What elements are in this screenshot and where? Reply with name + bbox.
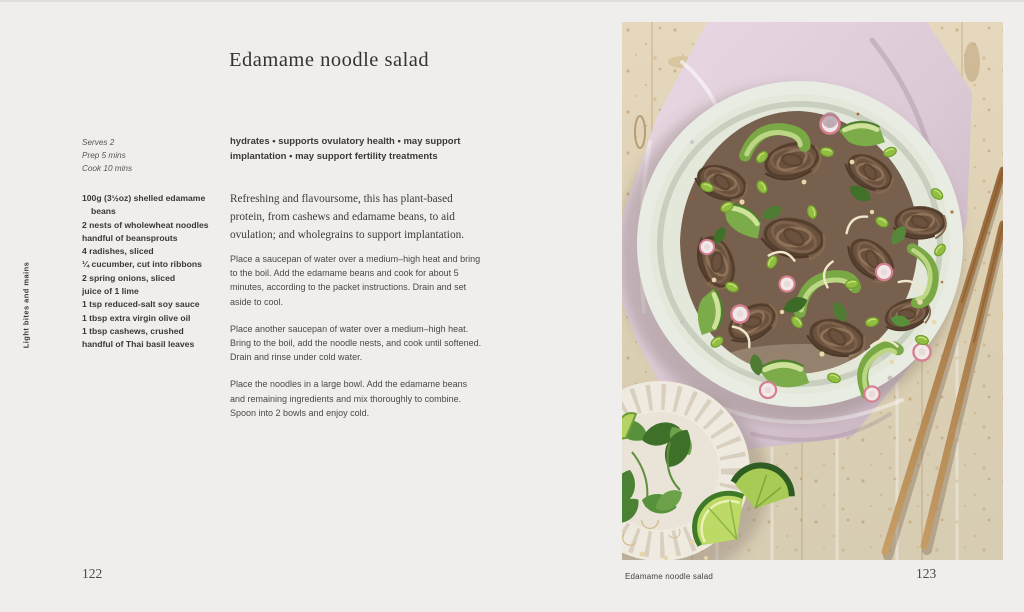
- health-benefits: hydrates • supports ovulatory health • may support implantation • may support fertility treatments: [230, 136, 461, 162]
- method-step: Place a saucepan of water over a medium–high heat and bring to the boil. Add the edamame beans and cook for about 5 minutes, according to the packet instructions. Drain and set aside to cool.: [230, 254, 481, 307]
- page-title: Edamame noodle salad: [229, 49, 430, 71]
- ingredient-item: juice of 1 lime: [82, 286, 139, 297]
- prep-time-label: Prep 5 mins: [82, 151, 126, 161]
- ingredient-item: 100g (3½oz) shelled edamame beans: [82, 193, 206, 217]
- serves-label: Serves 2: [82, 138, 115, 147]
- cook-time-label: Cook 10 mins: [82, 164, 133, 174]
- ingredient-item: 1 tsp reduced-salt soy sauce: [82, 299, 200, 310]
- recipe-meta: [82, 136, 132, 176]
- ingredient-item: 2 spring onions, sliced: [82, 272, 176, 283]
- section-tab-label: Light bites and mains: [21, 261, 31, 349]
- recipe-photo: [622, 22, 1003, 560]
- method-steps: [230, 252, 484, 433]
- method-step: Place the noodles in a large bowl. Add the edamame beans and remaining ingredients and mix thoroughly to combine. Spoon into 2 bowls and enjoy cold.: [230, 379, 468, 418]
- ingredients-list: [82, 192, 232, 352]
- right-page-number: 123: [916, 566, 937, 581]
- ingredient-item: handful of Thai basil leaves: [82, 339, 195, 350]
- running-footer: Edamame noodle salad: [625, 572, 714, 581]
- ingredient-item: 4 radishes, sliced: [82, 246, 154, 257]
- ingredient-item: handful of beansprouts: [82, 232, 178, 243]
- ingredient-item: 1 tbsp cashews, crushed: [82, 325, 184, 336]
- recipe-intro: Refreshing and flavoursome, this has plant-based protein, from cashews and edamame beans, to aid ovulation; and wholegrains to support implantation.: [230, 193, 465, 241]
- ingredient-item: ¼ cucumber, cut into ribbons: [82, 259, 202, 270]
- ingredient-item: 2 nests of wholewheat noodles: [82, 219, 209, 230]
- left-page-number: 122: [82, 566, 103, 581]
- method-step: Place another saucepan of water over a medium–high heat. Bring to the boil, add the noodle nests, and cook until softened. Drain and rinse under cold water.: [230, 323, 482, 363]
- ingredient-item: 1 tbsp extra virgin olive oil: [82, 312, 191, 323]
